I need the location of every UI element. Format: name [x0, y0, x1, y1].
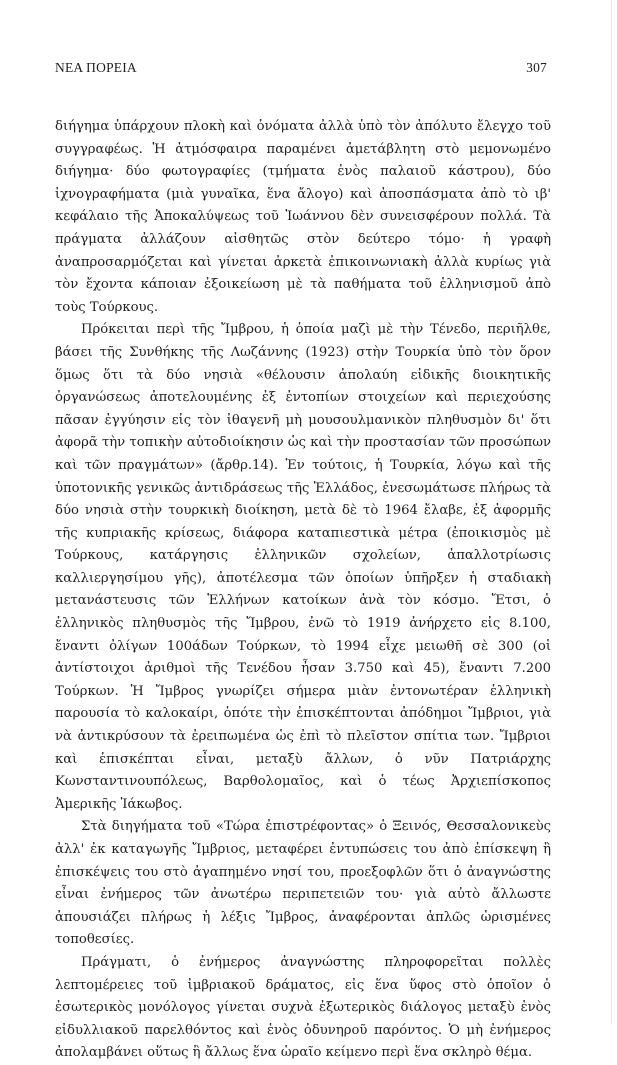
paragraph-3: Στὰ διηγήματα τοῦ «Τώρα ἐπιστρέφοντας» ὁ Ξεινός, Θεσσαλονικεὺς ἀλλ' ἐκ καταγωγῆς Ἴμβριος, μεταφέρει ἐντυπώσεις του ἀπὸ ἐπίσκεψη ἢ ἐπισκέψεις του στὸ ἀγαπημένο νησί του, προεξοφλῶν ὅτι ὁ ἀναγνώστης εἶναι ἐνήμερος τῶν ἀνωτέρω περιπετειῶν του· γιὰ αὐτὸ ἄλλωστε ἀπουσιάζει πλήρως ἡ λέξις Ἴμβρος, ἀναφέρονται ἁπλῶς ὡρισμένες τοποθεσίες. [55, 819, 551, 948]
page-header [55, 60, 547, 88]
page-number: 307 [526, 60, 547, 75]
paragraph-2: Πρόκειται περὶ τῆς Ἴμβρου, ἡ ὁποία μαζὶ μὲ τὴν Τένεδο, περιῆλθε, βάσει τῆς Συνθήκης τῆς Λωζάννης (1923) στὴν Τουρκία ὑπὸ τὸν ὅρον ὅμως ὅτι τὰ δύο νησιὰ «θέλουσιν ἀπολαύη εἰδικῆς διοικητικῆς ὀργανώσεως ἀποτελουμένης ἐξ ἐντοπίων στοιχείων καὶ περιεχούσης πᾶσαν ἐγγύησιν εἰς τὸν ἰθαγενῆ μὴ μουσουλμανικὸν πληθυσμὸν δι' ὅτι ἀφορᾶ τὴν τοπικὴν αὐτοδιοίκησιν ὡς καὶ τὴν προστασίαν τῶν προσώπων καὶ τῶν πραγμάτων» (ἄρθρ.14). Ἐν τούτοις, ἡ Τουρκία, λόγω καὶ τῆς ὑποτονικῆς γενικῶς ἀντιδράσεως τῆς Ἑλλάδος, ἐνεσωμάτωσε πλήρως τὰ δύο νησιὰ στὴν τουρκικὴ διοίκηση, μετὰ δὲ τὸ 1964 ἔλαβε, ἐξ ἀφορμῆς τῆς κυπριακῆς κρίσεως, διάφορα καταπιεστικὰ μέτρα (ἐποικισμὸς μὲ Τούρκους, κατάργησις ἑλληνικῶν σχολείων, ἀπαλλοτρίωσις καλλιεργησίμου γῆς), ἀποτέλεσμα τῶν ὁποίων ὑπῆρξεν ἡ σταδιακὴ μετανάστευσις τῶν Ἑλλήνων κατοίκων ἀνὰ τὸν κόσμο. Ἔτσι, ὁ ἑλληνικὸς πληθυσμὸς τῆς Ἴμβρου, ἐνῶ τὸ 1919 ἀνήρχετο εἰς 8.100, ἔναντι ὀλίγων 100άδων Τούρκων, τὸ 1994 εἶχε μειωθῆ σὲ 300 (οἱ ἀντίστοιχοι ἀριθμοὶ τῆς Τενέδου ἦσαν 3.750 καὶ 45), ἔναντι 7.200 Τούρκων. Ἡ Ἴμβρος γνωρίζει σήμερα μιὰν ἐντονωτέραν ἑλληνικὴ παρουσία τὸ καλοκαίρι, ὁπότε τὴν ἐπισκέπτονται ἀπόδημοι Ἴμβριοι, γιὰ νὰ ἀντικρύσουν τὰ ἐρειπωμένα ὡς ἐπὶ τὸ πλεῖστον σπίτια των. Ἴμβριοι καὶ ἐπισκέπται εἶναι, μεταξὺ ἄλλων, ὁ νῦν Πατριάρχης Κωνσταντινουπόλεως, Βαρθολομαῖος, καὶ ὁ τέως Ἀρχιεπίσκοπος Ἀμερικῆς Ἰάκωβος. [55, 322, 551, 812]
page-edge-line [611, 0, 612, 1024]
running-head: ΝΕΑ ΠΟΡΕΙΑ [55, 60, 137, 75]
paragraph-1: διήγημα ὑπάρχουν πλοκὴ καὶ ὀνόματα ἀλλὰ ὑπὸ τὸν ἀπόλυτο ἔλεγχο τοῦ συγγραφέως. Ἡ ἀτμόσφαιρα παραμένει ἀμετάβλητη στὸ μεμονωμένο διήγημα· δύο φωτογραφίες (τμήματα ἑνὸς παλαιοῦ κάστρου), δύο ἰχνογραφήματα (μιὰ γυναῖκα, ἕνα ἄλογο) καὶ ἀποσπάσματα ἀπὸ τὸ ιβ' κεφάλαιο τῆς Ἀποκαλύψεως τοῦ Ἰωάννου δὲν συνεισφέρουν πολλά. Τὰ πράγματα ἀλλάζουν αἰσθητῶς στὸν δεύτερο τόμο· ἡ γραφὴ ἀναπροσαρμόζεται καὶ γίνεται ἀρκετὰ ἐπικοινωνιακὴ ἀλλὰ κυρίως γιὰ τὸν ἔχοντα κάποιαν ἐξοικείωση μὲ τὰ παθήματα τοῦ ἑλληνισμοῦ ἀπὸ τοὺς Τούρκους. [55, 119, 551, 315]
paragraph-4: Πράγματι, ὁ ἐνήμερος ἀναγνώστης πληροφορεῖται πολλὲς λεπτομέρειες τοῦ ἰμβριακοῦ δράματος, εἰς ἕνα ὕφος στὸ ὁποῖον ὁ ἐσωτερικὸς μονόλογος γίνεται συχνὰ ἐξωτερικὸς διάλογος μεταξὺ ἑνὸς εἰδυλλιακοῦ παρελθόντος καὶ ἑνὸς ὀδυνηροῦ παρόντος. Ὁ μὴ ἐνήμερος ἀπολαμβάνει οὕτως ἢ ἄλλως ἕνα ὡραῖο κείμενο περὶ ἕνα σκληρὸ θέμα. [55, 954, 551, 1061]
body-text [55, 116, 551, 1065]
